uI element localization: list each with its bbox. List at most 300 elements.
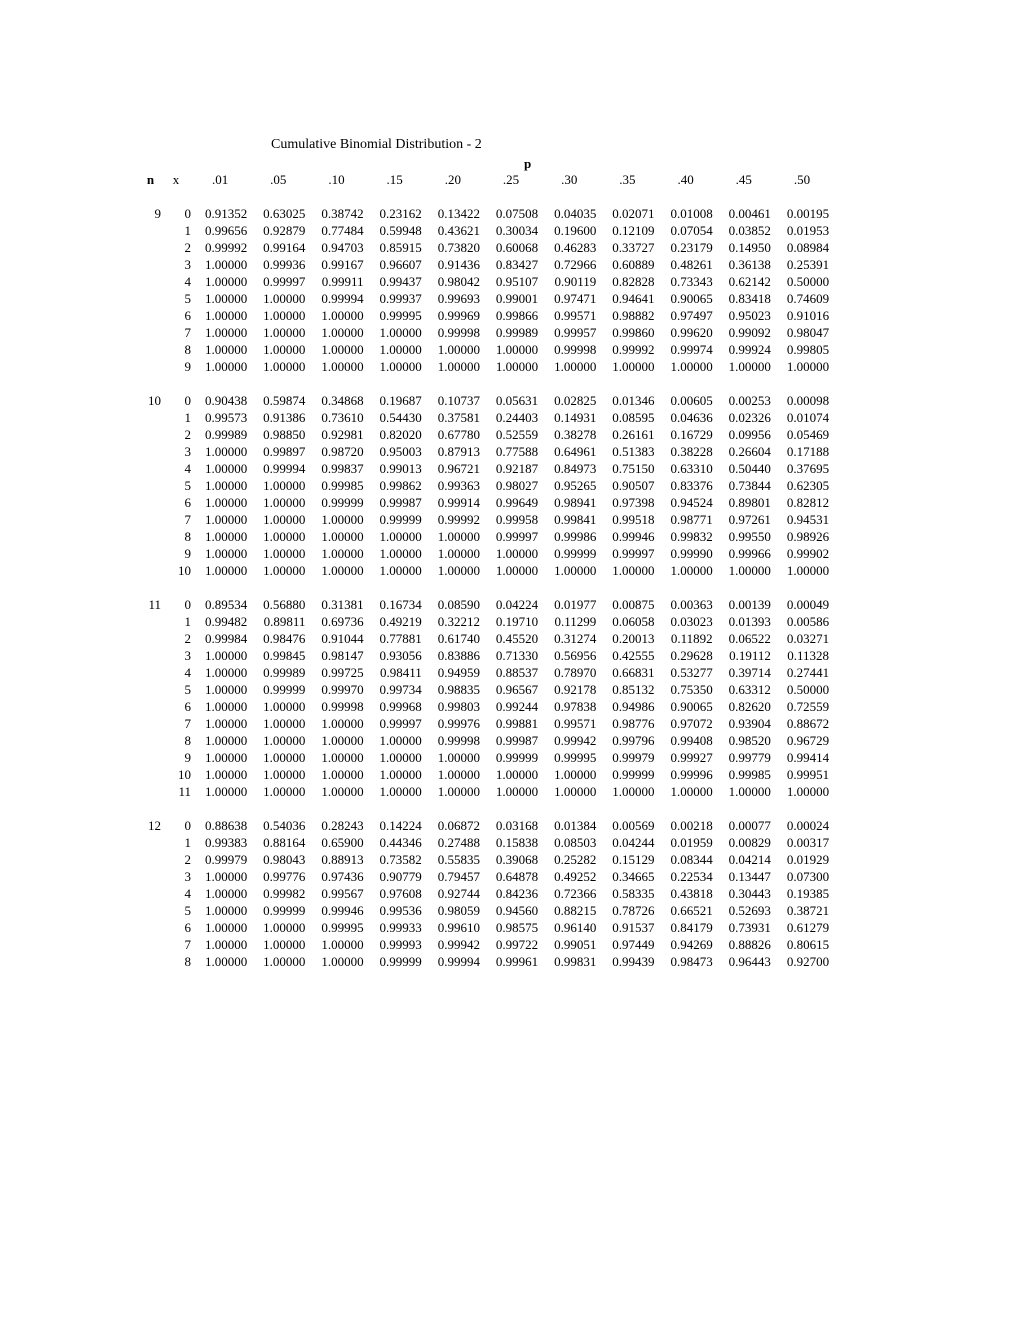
probability-cell: 0.04035 bbox=[554, 206, 597, 221]
probability-cell: 0.99998 bbox=[554, 342, 597, 357]
probability-cell: 0.99998 bbox=[437, 733, 480, 748]
table-row bbox=[140, 460, 831, 477]
x-cell: 9 bbox=[184, 750, 191, 765]
table-row bbox=[140, 239, 831, 256]
probability-cell: 0.99982 bbox=[263, 886, 306, 901]
probability-cell: 0.94524 bbox=[670, 495, 713, 510]
table-row bbox=[140, 324, 831, 341]
x-cell: 1 bbox=[184, 835, 191, 850]
probability-cell: 0.99722 bbox=[495, 937, 539, 952]
probability-cell: 0.99999 bbox=[554, 546, 597, 561]
probability-cell: 0.99656 bbox=[204, 223, 248, 238]
probability-cell: 1.00000 bbox=[263, 529, 306, 544]
probability-cell: 1.00000 bbox=[263, 784, 306, 799]
n-cell: 9 bbox=[154, 206, 161, 221]
probability-cell: 1.00000 bbox=[204, 886, 248, 901]
probability-cell: 1.00000 bbox=[321, 512, 364, 527]
probability-cell: 1.00000 bbox=[263, 954, 306, 969]
probability-cell: 1.00000 bbox=[379, 546, 422, 561]
probability-cell: 0.98926 bbox=[786, 529, 830, 544]
probability-cell: 0.99992 bbox=[612, 342, 655, 357]
probability-cell: 0.74609 bbox=[786, 291, 830, 306]
probability-cell: 0.05469 bbox=[786, 427, 830, 442]
probability-cell: 1.00000 bbox=[379, 342, 422, 357]
x-cell: 3 bbox=[184, 648, 191, 663]
probability-cell: 0.99779 bbox=[728, 750, 771, 765]
probability-cell: 0.83427 bbox=[495, 257, 539, 272]
probability-cell: 0.99408 bbox=[670, 733, 713, 748]
probability-cell: 0.32212 bbox=[437, 614, 480, 629]
probability-cell: 1.00000 bbox=[670, 359, 713, 374]
n-cell bbox=[140, 358, 161, 375]
probability-cell: 0.08344 bbox=[670, 852, 713, 867]
probability-cell: 1.00000 bbox=[495, 784, 539, 799]
probability-cell: 1.00000 bbox=[204, 648, 248, 663]
probability-cell: 0.02825 bbox=[554, 393, 597, 408]
probability-cell: 0.98473 bbox=[670, 954, 713, 969]
x-cell: 5 bbox=[184, 291, 191, 306]
table-row bbox=[140, 409, 831, 426]
probability-cell: 0.99995 bbox=[554, 750, 597, 765]
probability-cell: 0.99571 bbox=[554, 716, 597, 731]
probability-cell: 0.82620 bbox=[728, 699, 771, 714]
probability-cell: 0.72366 bbox=[554, 886, 597, 901]
probability-cell: 0.26161 bbox=[612, 427, 655, 442]
probability-cell: 0.46283 bbox=[554, 240, 597, 255]
probability-cell: 0.63312 bbox=[728, 682, 771, 697]
table-row bbox=[140, 273, 831, 290]
probability-cell: 0.90065 bbox=[670, 291, 713, 306]
probability-cell: 0.88638 bbox=[204, 818, 248, 833]
probability-cell: 0.61279 bbox=[786, 920, 830, 935]
probability-cell: 0.92981 bbox=[321, 427, 364, 442]
probability-cell: 0.45520 bbox=[495, 631, 539, 646]
probability-cell: 0.78726 bbox=[612, 903, 655, 918]
probability-cell: 0.92187 bbox=[495, 461, 539, 476]
probability-cell: 0.98720 bbox=[321, 444, 364, 459]
probability-cell: 0.97608 bbox=[379, 886, 422, 901]
p-header: .15 bbox=[386, 172, 403, 187]
n-cell bbox=[140, 341, 161, 358]
binomial-table-container bbox=[140, 171, 831, 970]
n-cell bbox=[140, 494, 161, 511]
x-cell: 1 bbox=[184, 614, 191, 629]
probability-cell: 0.06058 bbox=[612, 614, 655, 629]
probability-cell: 0.03023 bbox=[670, 614, 713, 629]
probability-cell: 0.99996 bbox=[670, 767, 713, 782]
probability-cell: 0.08984 bbox=[786, 240, 830, 255]
probability-cell: 0.27441 bbox=[786, 665, 830, 680]
probability-cell: 0.99999 bbox=[263, 903, 306, 918]
probability-cell: 0.58335 bbox=[612, 886, 655, 901]
probability-cell: 1.00000 bbox=[204, 359, 248, 374]
x-cell: 0 bbox=[184, 597, 191, 612]
probability-cell: 0.99573 bbox=[204, 410, 248, 425]
probability-cell: 0.85132 bbox=[612, 682, 655, 697]
probability-cell: 1.00000 bbox=[204, 461, 248, 476]
probability-cell: 1.00000 bbox=[204, 665, 248, 680]
n-cell bbox=[140, 715, 161, 732]
probability-cell: 0.99796 bbox=[612, 733, 655, 748]
x-cell: 7 bbox=[184, 325, 191, 340]
probability-cell: 0.91044 bbox=[321, 631, 364, 646]
p-header: .45 bbox=[735, 172, 752, 187]
probability-cell: 0.00363 bbox=[670, 597, 713, 612]
table-row bbox=[140, 443, 831, 460]
table-row bbox=[140, 919, 831, 936]
probability-cell: 0.33727 bbox=[612, 240, 655, 255]
probability-cell: 0.03852 bbox=[728, 223, 771, 238]
probability-cell: 0.28243 bbox=[321, 818, 364, 833]
probability-cell: 0.92744 bbox=[437, 886, 480, 901]
probability-cell: 0.99999 bbox=[612, 767, 655, 782]
probability-cell: 0.03168 bbox=[495, 818, 539, 833]
p-header: .35 bbox=[619, 172, 636, 187]
probability-cell: 0.99536 bbox=[379, 903, 422, 918]
probability-cell: 0.93904 bbox=[728, 716, 771, 731]
probability-cell: 0.99845 bbox=[263, 648, 306, 663]
x-cell: 5 bbox=[184, 903, 191, 918]
probability-cell: 0.01393 bbox=[728, 614, 771, 629]
probability-cell: 1.00000 bbox=[204, 546, 248, 561]
probability-cell: 0.82812 bbox=[786, 495, 830, 510]
probability-cell: 0.95003 bbox=[379, 444, 422, 459]
probability-cell: 0.94959 bbox=[437, 665, 480, 680]
table-row bbox=[140, 715, 831, 732]
probability-cell: 0.02326 bbox=[728, 410, 771, 425]
probability-cell: 1.00000 bbox=[204, 699, 248, 714]
probability-cell: 0.15838 bbox=[495, 835, 539, 850]
n-cell bbox=[140, 630, 161, 647]
probability-cell: 0.99997 bbox=[263, 274, 306, 289]
probability-cell: 0.54036 bbox=[263, 818, 306, 833]
probability-cell: 0.92700 bbox=[786, 954, 830, 969]
n-cell bbox=[140, 885, 161, 902]
probability-cell: 0.97497 bbox=[670, 308, 713, 323]
table-row bbox=[140, 528, 831, 545]
probability-cell: 0.91537 bbox=[612, 920, 655, 935]
probability-cell: 0.89811 bbox=[263, 614, 306, 629]
probability-cell: 0.99927 bbox=[670, 750, 713, 765]
n-header: n bbox=[146, 172, 155, 187]
table-row bbox=[140, 902, 831, 919]
probability-cell: 0.64878 bbox=[495, 869, 539, 884]
probability-cell: 0.39714 bbox=[728, 665, 771, 680]
probability-cell: 0.38721 bbox=[786, 903, 830, 918]
probability-cell: 1.00000 bbox=[263, 359, 306, 374]
probability-cell: 0.62142 bbox=[728, 274, 771, 289]
probability-cell: 1.00000 bbox=[495, 359, 539, 374]
table-row bbox=[140, 426, 831, 443]
spacer-row bbox=[140, 579, 831, 596]
probability-cell: 0.97838 bbox=[554, 699, 597, 714]
probability-cell: 0.83376 bbox=[670, 478, 713, 493]
probability-cell: 0.98027 bbox=[495, 478, 539, 493]
probability-cell: 0.87913 bbox=[437, 444, 480, 459]
probability-cell: 0.99999 bbox=[495, 750, 539, 765]
probability-cell: 0.88672 bbox=[786, 716, 830, 731]
n-cell bbox=[140, 681, 161, 698]
probability-cell: 0.88826 bbox=[728, 937, 771, 952]
probability-cell: 0.49219 bbox=[379, 614, 422, 629]
probability-cell: 0.73820 bbox=[437, 240, 480, 255]
probability-cell: 0.63310 bbox=[670, 461, 713, 476]
probability-cell: 1.00000 bbox=[204, 920, 248, 935]
probability-cell: 1.00000 bbox=[379, 767, 422, 782]
probability-cell: 0.99998 bbox=[321, 699, 364, 714]
x-cell: 2 bbox=[184, 240, 191, 255]
probability-cell: 1.00000 bbox=[728, 784, 771, 799]
probability-cell: 1.00000 bbox=[321, 733, 364, 748]
probability-cell: 0.65900 bbox=[321, 835, 364, 850]
probability-cell: 1.00000 bbox=[437, 529, 480, 544]
n-cell bbox=[140, 477, 161, 494]
probability-cell: 1.00000 bbox=[670, 784, 713, 799]
probability-cell: 0.29628 bbox=[670, 648, 713, 663]
probability-cell: 1.00000 bbox=[204, 716, 248, 731]
probability-cell: 0.19710 bbox=[495, 614, 539, 629]
probability-cell: 0.20013 bbox=[612, 631, 655, 646]
n-cell bbox=[140, 545, 161, 562]
probability-cell: 1.00000 bbox=[437, 359, 480, 374]
probability-cell: 0.79457 bbox=[437, 869, 480, 884]
probability-cell: 1.00000 bbox=[263, 512, 306, 527]
table-body bbox=[140, 188, 831, 970]
probability-cell: 1.00000 bbox=[204, 291, 248, 306]
table-row bbox=[140, 494, 831, 511]
probability-cell: 0.19112 bbox=[729, 648, 771, 663]
n-cell bbox=[140, 307, 161, 324]
probability-cell: 0.01959 bbox=[670, 835, 713, 850]
probability-cell: 0.88215 bbox=[554, 903, 597, 918]
probability-cell: 0.38278 bbox=[554, 427, 597, 442]
probability-cell: 0.88537 bbox=[495, 665, 539, 680]
table-row bbox=[140, 953, 831, 970]
x-cell: 11 bbox=[178, 784, 191, 799]
probability-cell: 0.99970 bbox=[321, 682, 364, 697]
probability-cell: 0.73931 bbox=[728, 920, 771, 935]
probability-cell: 0.73582 bbox=[379, 852, 422, 867]
probability-cell: 1.00000 bbox=[379, 563, 422, 578]
probability-cell: 0.24403 bbox=[495, 410, 539, 425]
probability-cell: 1.00000 bbox=[204, 954, 248, 969]
probability-cell: 1.00000 bbox=[321, 563, 364, 578]
probability-cell: 0.00605 bbox=[670, 393, 713, 408]
probability-cell: 1.00000 bbox=[263, 546, 306, 561]
probability-cell: 0.99620 bbox=[670, 325, 713, 340]
table-row bbox=[140, 783, 831, 800]
probability-cell: 0.07054 bbox=[670, 223, 713, 238]
probability-cell: 0.99092 bbox=[728, 325, 771, 340]
probability-cell: 0.52693 bbox=[728, 903, 771, 918]
probability-cell: 0.00139 bbox=[728, 597, 771, 612]
probability-cell: 0.99881 bbox=[495, 716, 539, 731]
probability-cell: 0.99837 bbox=[321, 461, 364, 476]
probability-cell: 0.99831 bbox=[554, 954, 597, 969]
probability-cell: 1.00000 bbox=[321, 359, 364, 374]
probability-cell: 0.04636 bbox=[670, 410, 713, 425]
n-cell: 10 bbox=[148, 393, 161, 408]
probability-cell: 0.90507 bbox=[612, 478, 655, 493]
probability-cell: 0.82020 bbox=[379, 427, 422, 442]
probability-cell: 0.01346 bbox=[612, 393, 655, 408]
probability-cell: 0.98882 bbox=[612, 308, 655, 323]
probability-cell: 0.94269 bbox=[670, 937, 713, 952]
probability-cell: 0.90438 bbox=[204, 393, 248, 408]
probability-cell: 1.00000 bbox=[263, 937, 306, 952]
probability-cell: 0.99001 bbox=[495, 291, 539, 306]
n-cell: 12 bbox=[148, 818, 161, 833]
table-row bbox=[140, 681, 831, 698]
probability-cell: 0.31381 bbox=[321, 597, 364, 612]
n-cell bbox=[140, 902, 161, 919]
probability-cell: 0.99986 bbox=[554, 529, 597, 544]
probability-cell: 0.16734 bbox=[379, 597, 422, 612]
probability-cell: 0.69736 bbox=[321, 614, 364, 629]
probability-cell: 1.00000 bbox=[263, 699, 306, 714]
probability-cell: 0.17188 bbox=[786, 444, 830, 459]
probability-cell: 0.99995 bbox=[321, 920, 364, 935]
probability-cell: 0.12109 bbox=[612, 223, 655, 238]
binomial-table bbox=[140, 171, 831, 970]
header-row bbox=[140, 171, 831, 188]
probability-cell: 0.99725 bbox=[321, 665, 364, 680]
probability-cell: 0.73610 bbox=[321, 410, 364, 425]
probability-cell: 0.73343 bbox=[670, 274, 713, 289]
probability-cell: 0.99805 bbox=[786, 342, 830, 357]
probability-cell: 0.91016 bbox=[786, 308, 830, 323]
probability-cell: 0.99997 bbox=[379, 716, 422, 731]
table-row bbox=[140, 596, 831, 613]
probability-cell: 0.48261 bbox=[670, 257, 713, 272]
n-cell bbox=[140, 953, 161, 970]
probability-cell: 0.99363 bbox=[437, 478, 480, 493]
probability-cell: 0.19600 bbox=[554, 223, 597, 238]
probability-cell: 0.60889 bbox=[612, 257, 655, 272]
n-cell bbox=[140, 562, 161, 579]
probability-cell: 0.91352 bbox=[204, 206, 248, 221]
probability-cell: 1.00000 bbox=[321, 342, 364, 357]
probability-cell: 1.00000 bbox=[495, 342, 539, 357]
n-cell bbox=[140, 851, 161, 868]
probability-cell: 1.00000 bbox=[204, 478, 248, 493]
probability-cell: 0.98043 bbox=[263, 852, 306, 867]
probability-cell: 0.99734 bbox=[379, 682, 422, 697]
probability-cell: 1.00000 bbox=[495, 563, 539, 578]
probability-cell: 0.99244 bbox=[495, 699, 539, 714]
probability-cell: 0.00461 bbox=[728, 206, 771, 221]
table-row bbox=[140, 698, 831, 715]
probability-cell: 0.99997 bbox=[612, 546, 655, 561]
p-header: .05 bbox=[270, 172, 287, 187]
x-cell: 0 bbox=[184, 818, 191, 833]
p-header: .20 bbox=[444, 172, 461, 187]
probability-cell: 0.04224 bbox=[495, 597, 539, 612]
probability-cell: 1.00000 bbox=[612, 784, 655, 799]
probability-cell: 1.00000 bbox=[321, 529, 364, 544]
probability-cell: 0.99985 bbox=[728, 767, 771, 782]
table-row bbox=[140, 222, 831, 239]
probability-cell: 1.00000 bbox=[437, 546, 480, 561]
probability-cell: 0.99649 bbox=[495, 495, 539, 510]
probability-cell: 0.99946 bbox=[321, 903, 364, 918]
probability-cell: 0.01384 bbox=[554, 818, 597, 833]
probability-cell: 0.02071 bbox=[612, 206, 655, 221]
probability-cell: 0.19687 bbox=[379, 393, 422, 408]
probability-cell: 1.00000 bbox=[612, 563, 655, 578]
x-cell: 5 bbox=[184, 682, 191, 697]
probability-cell: 0.99013 bbox=[379, 461, 422, 476]
n-cell bbox=[140, 936, 161, 953]
probability-cell: 1.00000 bbox=[554, 359, 597, 374]
probability-cell: 0.61740 bbox=[437, 631, 480, 646]
probability-cell: 1.00000 bbox=[204, 937, 248, 952]
probability-cell: 0.00024 bbox=[786, 818, 830, 833]
probability-cell: 1.00000 bbox=[204, 903, 248, 918]
probability-cell: 1.00000 bbox=[321, 546, 364, 561]
x-cell: 3 bbox=[184, 257, 191, 272]
table-row bbox=[140, 817, 831, 834]
p-header: .30 bbox=[561, 172, 578, 187]
probability-cell: 1.00000 bbox=[554, 767, 597, 782]
probability-cell: 1.00000 bbox=[204, 767, 248, 782]
probability-cell: 0.94986 bbox=[612, 699, 655, 714]
x-cell: 2 bbox=[184, 852, 191, 867]
table-row bbox=[140, 290, 831, 307]
x-cell: 3 bbox=[184, 444, 191, 459]
x-cell: 2 bbox=[184, 427, 191, 442]
probability-cell: 0.99969 bbox=[437, 308, 480, 323]
probability-cell: 0.99482 bbox=[204, 614, 248, 629]
table-row bbox=[140, 732, 831, 749]
x-cell: 0 bbox=[184, 206, 191, 221]
p-header: .10 bbox=[328, 172, 345, 187]
probability-cell: 0.99610 bbox=[437, 920, 480, 935]
probability-cell: 1.00000 bbox=[204, 325, 248, 340]
probability-cell: 0.99167 bbox=[321, 257, 364, 272]
probability-cell: 0.99999 bbox=[379, 512, 422, 527]
probability-cell: 0.99942 bbox=[554, 733, 597, 748]
x-cell: 3 bbox=[184, 869, 191, 884]
probability-cell: 0.19385 bbox=[786, 886, 830, 901]
n-cell bbox=[140, 239, 161, 256]
probability-cell: 0.99862 bbox=[379, 478, 422, 493]
probability-cell: 1.00000 bbox=[263, 563, 306, 578]
n-cell bbox=[140, 528, 161, 545]
probability-cell: 1.00000 bbox=[786, 563, 830, 578]
probability-cell: 0.67780 bbox=[437, 427, 480, 442]
x-cell: 4 bbox=[184, 274, 191, 289]
probability-cell: 1.00000 bbox=[204, 733, 248, 748]
probability-cell: 0.83886 bbox=[437, 648, 480, 663]
probability-cell: 0.98771 bbox=[670, 512, 713, 527]
table-row bbox=[140, 562, 831, 579]
p-header: .25 bbox=[502, 172, 520, 187]
probability-cell: 0.96607 bbox=[379, 257, 422, 272]
probability-cell: 0.11299 bbox=[554, 614, 597, 629]
probability-cell: 1.00000 bbox=[263, 716, 306, 731]
n-cell: 11 bbox=[148, 597, 161, 612]
probability-cell: 0.01929 bbox=[786, 852, 830, 867]
probability-cell: 0.43621 bbox=[437, 223, 480, 238]
probability-cell: 1.00000 bbox=[321, 750, 364, 765]
table-row bbox=[140, 392, 831, 409]
probability-cell: 1.00000 bbox=[379, 529, 422, 544]
probability-cell: 0.01953 bbox=[786, 223, 830, 238]
probability-cell: 0.39068 bbox=[495, 852, 539, 867]
probability-cell: 0.91436 bbox=[437, 257, 480, 272]
probability-cell: 0.56880 bbox=[263, 597, 306, 612]
